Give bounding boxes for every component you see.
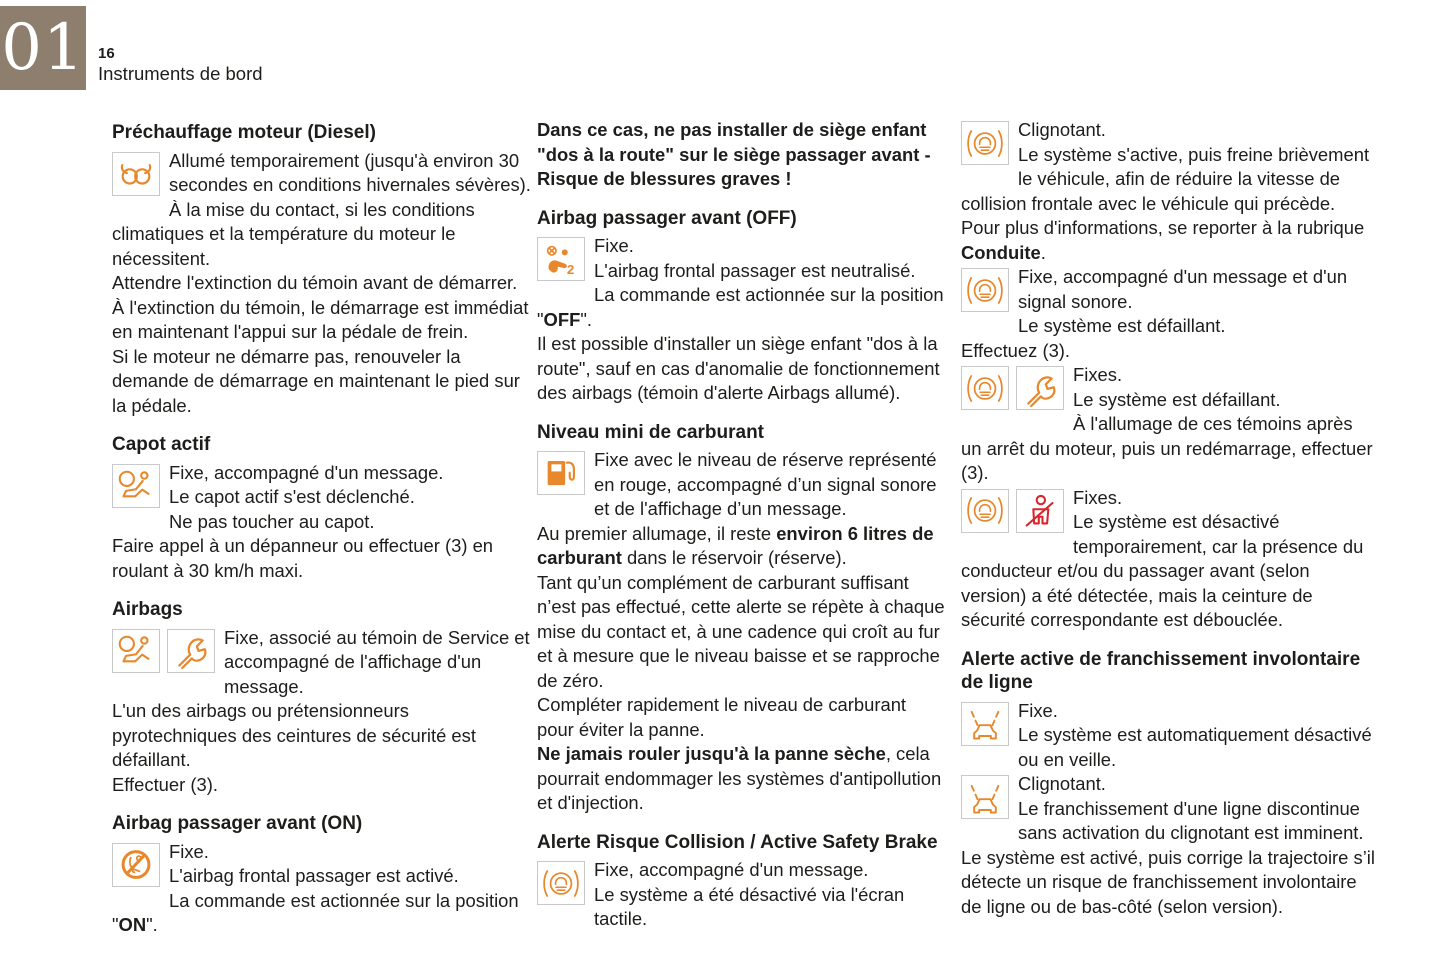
section-heading: Airbag passager avant (ON) — [112, 813, 363, 834]
paragraph: À l'allumage de ces témoins après un arrêt du moteur, puis un redémarrage, effectuer (3). — [961, 413, 1373, 483]
page-title: Instruments de bord — [98, 63, 263, 84]
warning-lamp-icon-row — [961, 702, 1009, 746]
paragraph: Ne jamais rouler jusqu'à la panne sèche, cela pourrait endommager les systèmes d'antipollution et d'injection. — [537, 743, 942, 813]
fuel-low-icon — [537, 451, 585, 495]
glow-plug-icon — [112, 152, 160, 196]
manual-section — [112, 424, 534, 583]
paragraph: Le système est défaillant. — [1073, 388, 1281, 410]
paragraph: Fixes. — [1073, 486, 1123, 508]
manual-section — [537, 118, 947, 192]
section-heading: Airbags — [112, 599, 183, 620]
collision-alert-icon — [961, 268, 1009, 312]
manual-section — [112, 803, 534, 938]
section-heading: Capot actif — [112, 434, 211, 455]
paragraph: Ne pas toucher au capot. — [169, 510, 375, 532]
manual-section — [537, 198, 947, 406]
warning-lamp-icon-row — [112, 843, 160, 887]
section-heading: Préchauffage moteur (Diesel) — [112, 122, 376, 143]
collision-alert-icon — [961, 366, 1009, 410]
manual-section — [112, 118, 534, 418]
paragraph: Tant qu’un complément de carburant suffisant n’est pas effectué, cette alerte se répète à chaque mise du contact et, à une cadence qui croît au fur et à mesure que le niveau baisse et se rapproche de zéro. — [537, 571, 945, 691]
section-heading: Niveau mini de carburant — [537, 421, 765, 443]
paragraph: Fixe, accompagné d'un message. — [169, 461, 444, 483]
warning-lamp-icon-row — [537, 861, 585, 905]
svg-text:2: 2 — [566, 261, 575, 277]
warning-lamp-icon-row — [112, 152, 160, 196]
paragraph: Dans ce cas, ne pas installer de siège enfant "dos à la route" sur le siège passager avant - Risque de blessures graves ! — [537, 119, 931, 189]
paragraph: Fixe, accompagné d'un message. — [594, 859, 869, 880]
warning-lamp-icon-row — [961, 366, 1064, 410]
airbag-on-icon — [112, 843, 160, 887]
paragraph: Attendre l'extinction du témoin avant de démarrer. — [112, 272, 518, 293]
column-right — [961, 118, 1375, 925]
warning-lamp-icon-row — [961, 268, 1009, 312]
paragraph: Le système est désactivé temporairement, car la présence du conducteur et/ou du passager avant (selon version) a été détectée, mais la ceinture de sécurité correspondante est débouclée. — [961, 511, 1364, 630]
paragraph: Fixe, associé au témoin de Service et accompagné de l'affichage d'un message. — [224, 626, 530, 697]
paragraph: Compléter rapidement le niveau de carburant pour éviter la panne. — [537, 694, 907, 740]
paragraph: Le système s'active, puis freine brièvement le véhicule, afin de réduire la vitesse de collision frontale avec le véhicule qui précède. — [961, 143, 1370, 214]
paragraph: Le système est défaillant. — [1018, 315, 1226, 336]
collision-alert-icon — [961, 121, 1009, 165]
paragraph: L'airbag frontal passager est activé. — [169, 865, 459, 886]
collision-alert-icon — [537, 861, 585, 905]
paragraph: À la mise du contact, si les conditions climatiques et la température du moteur le nécessitent. — [112, 198, 475, 269]
column-left — [112, 118, 534, 944]
paragraph: Le système est activé, puis corrige la trajectoire s’il détecte un risque de franchissement involontaire de ligne ou de bas-côté (selon version). — [961, 846, 1375, 917]
paragraph: Effectuer (3). — [112, 773, 218, 795]
paragraph: Le franchissement d'une ligne discontinue sans activation du clignotant est imminent. — [1018, 797, 1364, 843]
manual-section — [961, 118, 1375, 633]
paragraph: Fixe. — [594, 235, 634, 256]
warning-lamp-icon-row — [961, 489, 1064, 533]
paragraph: La commande est actionnée sur la position "ON". — [112, 889, 519, 935]
section-heading: Airbag passager avant (OFF) — [537, 207, 797, 229]
manual-section — [112, 589, 534, 797]
lane-departure-icon — [961, 702, 1009, 746]
warning-lamp-icon-row — [112, 629, 215, 673]
paragraph: Faire appel à un dépanneur ou effectuer (3) en roulant à 30 km/h maxi. — [112, 535, 494, 581]
paragraph: Si le moteur ne démarre pas, renouveler la demande de démarrage en maintenant le pied sur la pédale. — [112, 345, 520, 416]
section-heading: Alerte active de franchissement involontaire de ligne — [961, 648, 1361, 693]
chapter-number: 01 — [1, 11, 85, 85]
collision-alert-icon — [961, 489, 1009, 533]
page-number: 16 — [98, 45, 115, 62]
service-wrench-icon — [167, 629, 215, 673]
manual-section — [537, 822, 947, 932]
manual-section — [961, 639, 1375, 920]
column-middle — [537, 118, 947, 938]
paragraph: Fixe avec le niveau de réserve représenté en rouge, accompagné d’un signal sonore et de l'affichage d’un message. — [594, 449, 937, 519]
active-bonnet-icon — [112, 464, 160, 508]
paragraph: À l'extinction du témoin, le démarrage est immédiat en maintenant l'appui sur la pédale de frein. — [112, 296, 529, 342]
warning-lamp-icon-row — [537, 237, 585, 281]
paragraph: Clignotant. — [1018, 773, 1106, 794]
paragraph: Pour plus d'informations, se reporter à la rubrique Conduite. — [961, 217, 1365, 263]
paragraph: Fixe. — [169, 840, 209, 862]
paragraph: Allumé temporairement (jusqu'à environ 30 secondes en conditions hivernales sévères). — [169, 149, 531, 195]
paragraph: Clignotant. — [1018, 119, 1106, 140]
paragraph: Au premier allumage, il reste environ 6 litres de carburant dans le réservoir (réserve). — [537, 522, 934, 568]
warning-lamp-icon-row — [961, 121, 1009, 165]
lane-departure-icon — [961, 775, 1009, 819]
paragraph: Il est possible d'installer un siège enfant "dos à la route", sauf en cas d'anomalie de fonctionnement des airbags (témoin d'alerte Airbags allumé). — [537, 333, 940, 403]
warning-lamp-icon-row — [961, 775, 1009, 819]
seatbelt-icon — [1016, 489, 1064, 533]
paragraph: L'un des airbags ou prétensionneurs pyrotechniques des ceintures de sécurité est défaillant. — [112, 700, 476, 770]
paragraph: Fixes. — [1073, 364, 1123, 385]
paragraph: L'airbag frontal passager est neutralisé. — [594, 259, 916, 281]
manual-section — [537, 412, 947, 816]
paragraph: Le système est automatiquement désactivé ou en veille. — [1018, 724, 1372, 770]
paragraph: Effectuez (3). — [961, 339, 1071, 361]
paragraph: Fixe. — [1018, 699, 1058, 721]
paragraph: La commande est actionnée sur la position "OFF". — [537, 284, 944, 330]
section-heading: Alerte Risque Collision / Active Safety Brake — [537, 831, 938, 853]
airbag-off-icon — [537, 237, 585, 281]
service-wrench-icon — [1016, 366, 1064, 410]
warning-lamp-icon-row — [537, 451, 585, 495]
paragraph: Le système a été désactivé via l'écran tactile. — [594, 883, 905, 929]
warning-lamp-icon-row — [112, 464, 160, 508]
paragraph: Fixe, accompagné d'un message et d'un signal sonore. — [1018, 266, 1348, 312]
paragraph: Le capot actif s'est déclenché. — [169, 486, 415, 507]
chapter-number-box — [0, 6, 86, 90]
airbag-warning-icon — [112, 629, 160, 673]
